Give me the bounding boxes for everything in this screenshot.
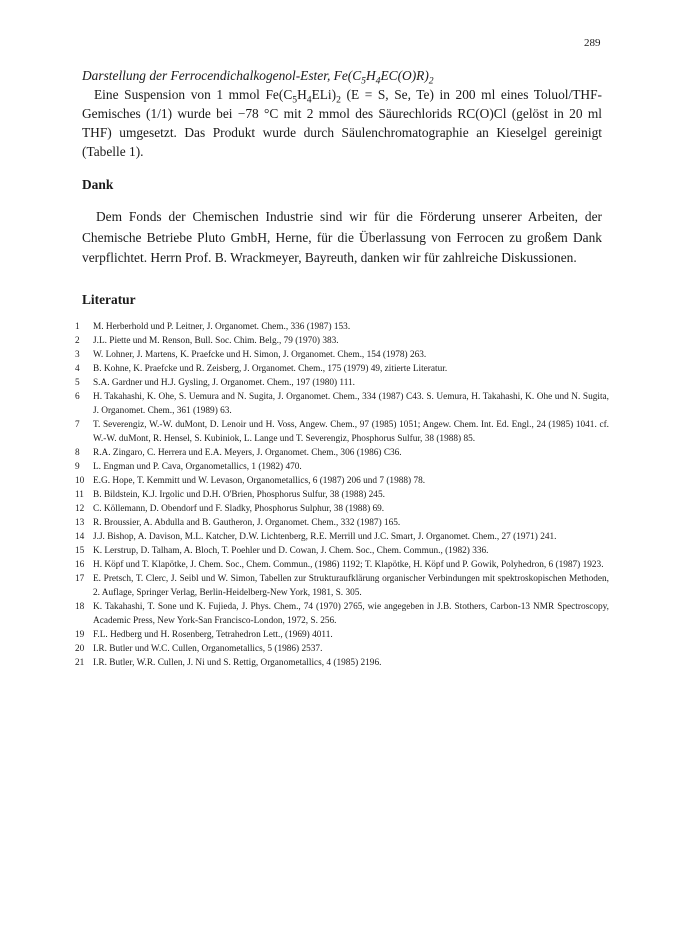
reference-number: 10 (75, 476, 85, 486)
reference-item (75, 502, 609, 516)
reference-number: 7 (75, 420, 80, 430)
reference-text: E.G. Hope, T. Kemmitt und W. Levason, Organometallics, 6 (1987) 206 und 7 (1988) 78. (93, 476, 426, 486)
reference-text: I.R. Butler, W.R. Cullen, J. Ni und S. Rettig, Organometallics, 4 (1985) 2196. (93, 658, 382, 668)
reference-text: H. Köpf und T. Klapötke, J. Chem. Soc., Chem. Commun., (1986) 1192; T. Klapötke, H. Köpf und P. Gowik, Polyhedron, 6 (1987) 1923. (93, 560, 604, 570)
reference-text: E. Pretsch, T. Clerc, J. Seibl und W. Simon, Tabellen zur Strukturaufklärung organischer Verbindungen mit spektroskopischen Methoden, 2. Auflage, Springer Verlag, Berlin-Heidelberg-New York, 1981, S. 305. (93, 574, 609, 598)
reference-item (75, 572, 609, 600)
reference-text: R. Broussier, A. Abdulla and B. Gautheron, J. Organomet. Chem., 332 (1987) 165. (93, 518, 401, 528)
acknowledgement-paragraph: Dem Fonds der Chemischen Industrie sind wir für die Förderung unserer Arbeiten, der Chemische Betriebe Pluto GmbH, Herne, für die Überlassung von Ferrocen zu großem Dank verpflichtet. Herrn Prof. B. Wrackmeyer, Bayreuth, danken wir für zahlreiche Diskussionen. (82, 209, 602, 265)
reference-text: M. Herberhold und P. Leitner, J. Organomet. Chem., 336 (1987) 153. (93, 322, 351, 332)
reference-number: 16 (75, 560, 85, 570)
reference-item (75, 390, 609, 418)
reference-item (75, 376, 609, 390)
reference-item (75, 474, 609, 488)
reference-number: 15 (75, 546, 85, 556)
reference-number: 3 (75, 350, 80, 360)
reference-item (75, 600, 609, 628)
reference-item (75, 334, 609, 348)
acknowledgement-heading: Dank (82, 177, 114, 192)
reference-item (75, 362, 609, 376)
reference-number: 5 (75, 378, 80, 388)
reference-number: 18 (75, 602, 85, 612)
reference-text: W. Lohner, J. Martens, K. Praefcke und H. Simon, J. Organomet. Chem., 154 (1978) 263. (93, 350, 427, 360)
reference-item (75, 418, 609, 446)
reference-number: 19 (75, 630, 85, 640)
reference-number: 1 (75, 322, 80, 332)
reference-number: 14 (75, 532, 85, 542)
reference-text: F.L. Hedberg und H. Rosenberg, Tetrahedron Lett., (1969) 4011. (93, 630, 333, 640)
reference-text: R.A. Zingaro, C. Herrera und E.A. Meyers, J. Organomet. Chem., 306 (1986) C36. (93, 448, 402, 458)
reference-number: 9 (75, 462, 80, 472)
reference-number: 4 (75, 364, 80, 374)
reference-text: B. Bildstein, K.J. Irgolic und D.H. O'Brien, Phosphorus Sulfur, 38 (1988) 245. (93, 490, 385, 500)
reference-item (75, 320, 609, 334)
reference-text: K. Takahashi, T. Sone und K. Fujieda, J. Phys. Chem., 74 (1970) 2765, wie angegeben in J.B. Stothers, Carbon-13 NMR Spectroscopy, Academic Press, New York-San Francisco-London, 1972, S. 256. (93, 602, 609, 626)
reference-number: 6 (75, 392, 80, 402)
reference-text: L. Engman und P. Cava, Organometallics, 1 (1982) 470. (93, 462, 302, 472)
reference-item (75, 446, 609, 460)
reference-text: C. Köllemann, D. Obendorf und F. Sladky, Phosphorus Sulphur, 38 (1988) 69. (93, 504, 385, 514)
page-number: 289 (584, 37, 601, 49)
reference-item (75, 656, 609, 670)
reference-text: J.J. Bishop, A. Davison, M.L. Katcher, D.W. Lichtenberg, R.E. Merrill und J.C. Smart, J. Organomet. Chem., 27 (1971) 241. (93, 532, 557, 542)
reference-number: 21 (75, 658, 85, 668)
reference-number: 8 (75, 448, 80, 458)
reference-number: 13 (75, 518, 85, 528)
preparation-title: Darstellung der Ferrocendichalkogenol-Ester, $Fe(C_5H_4EC(O)R)_2$ (82, 68, 434, 87)
reference-text: T. Severengiz, W.-W. duMont, D. Lenoir und H. Voss, Angew. Chem., 97 (1985) 1051; Angew. Chem. Int. Ed. Engl., 24 (1985) 1041. cf. W.-W. duMont, R. Hensel, S. Kubiniok, L. Lange und T. Severengiz, Phosphorus Sulfur, 38 (1988) 85. (93, 420, 609, 444)
preparation-paragraph: Eine Suspension von 1 mmol $Fe(C_5H_4ELi)_2$ (E = S, Se, Te) in 200 ml eines Toluol/THF-Gemisches (1/1) wurde bei −78 °C mit 2 mmol des Säurechlorids RC(O)Cl (gelöst in 20 ml THF) umgesetzt. Das Produkt wurde durch Säulenchromatographie an Kieselgel gereinigt (Tabelle 1). (82, 87, 602, 159)
reference-item (75, 544, 609, 558)
reference-text: S.A. Gardner und H.J. Gysling, J. Organomet. Chem., 197 (1980) 111. (93, 378, 356, 388)
reference-text: K. Lerstrup, D. Talham, A. Bloch, T. Poehler und D. Cowan, J. Chem. Soc., Chem. Commun., (1982) 336. (93, 546, 489, 556)
reference-item (75, 530, 609, 544)
reference-item (75, 348, 609, 362)
reference-item (75, 558, 609, 572)
reference-text: I.R. Butler und W.C. Cullen, Organometallics, 5 (1986) 2537. (93, 644, 323, 654)
reference-item (75, 642, 609, 656)
reference-item (75, 628, 609, 642)
reference-number: 20 (75, 644, 85, 654)
reference-number: 11 (75, 490, 84, 500)
reference-text: H. Takahashi, K. Ohe, S. Uemura and N. Sugita, J. Organomet. Chem., 334 (1987) C43. S. Uemura, H. Takahashi, K. Ohe und N. Sugita, J. Organomet. Chem., 361 (1989) 63. (93, 392, 609, 416)
reference-item (75, 488, 609, 502)
reference-text: J.L. Piette und M. Renson, Bull. Soc. Chim. Belg., 79 (1970) 383. (93, 336, 339, 346)
reference-list (75, 320, 609, 670)
reference-number: 12 (75, 504, 85, 514)
reference-text: B. Kohne, K. Praefcke und R. Zeisberg, J. Organomet. Chem., 175 (1979) 49, zitierte Literatur. (93, 364, 448, 374)
reference-number: 17 (75, 574, 85, 584)
reference-item (75, 460, 609, 474)
literature-heading: Literatur (82, 292, 136, 307)
reference-number: 2 (75, 336, 80, 346)
reference-item (75, 516, 609, 530)
